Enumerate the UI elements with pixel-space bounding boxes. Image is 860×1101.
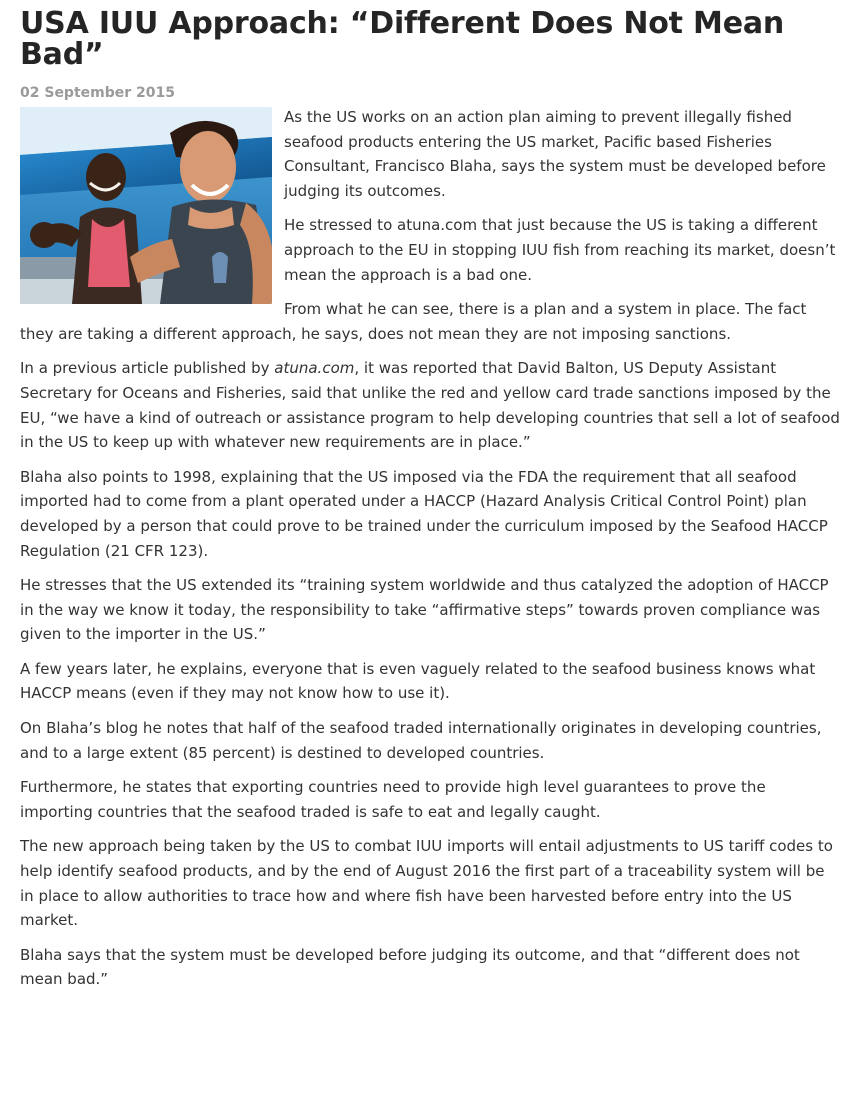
paragraph-intro: As the US works on an action plan aiming to prevent illegally fished seafood products entering the US market, Pacific based Fisheries Consultant, Francisco Blaha, says the system must be developed before judging its outcomes.	[284, 108, 826, 200]
paragraph-few-years-later: A few years later, he explains, everyone that is even vaguely related to the seafood business knows what HACCP means (even if they may not know how to use it).	[20, 659, 816, 703]
article-title: USA IUU Approach: “Different Does Not Mean Bad”	[20, 6, 785, 72]
paragraph-blog: On Blaha’s blog he notes that half of the seafood traded internationally originates in developing countries, and to a large extent (85 percent) is destined to developed countries.	[20, 719, 822, 762]
paragraph-haccp-1998: Blaha also points to 1998, explaining that the US imposed via the FDA the requirement that all seafood imported had to come from a plant operated under a HACCP (Hazard Analysis Critical Control Point) plan developed by a person that could prove to be trained under the curriculum imposed by the Seafood HACCP Regulation (21 CFR 123).	[20, 467, 828, 560]
paragraph-previous-article-rest: , it was reported that David Balton, US Deputy Assistant Secretary for Oceans and Fisheries, said that unlike the red and yellow card trade sanctions imposed by the EU, “we have a kind of outreach or assistance program to help developing countries that sell a lot of seafood in the US to keep up with whatever new requirements are in place.”	[20, 359, 840, 452]
paragraph-stressed: He stressed to atuna.com that just because the US is taking a different approach to the EU in stopping IUU fish from reaching its market, doesn’t mean the approach is a bad one.	[284, 216, 836, 284]
paragraph-previous-article	[20, 356, 842, 454]
article	[20, 8, 842, 1002]
paragraph-guarantees: Furthermore, he states that exporting countries need to provide high level guarantees to prove the importing countries that the seafood traded is safe to eat and legally caught.	[20, 778, 766, 821]
paragraph-training-system: He stresses that the US extended its “training system worldwide and thus catalyzed the adoption of HACCP in the way we know it today, the responsibility to take “affirmative steps” towards proven compliance was given to the importer in the US.”	[20, 576, 829, 644]
source-name: atuna.com	[274, 359, 355, 378]
article-date: 02 September 2015	[20, 85, 175, 101]
paragraph-plan-system: From what he can see, there is a plan and a system in place. The fact they are taking a different approach, he says, does not mean they are not imposing sanctions.	[20, 300, 807, 343]
article-photo	[20, 107, 272, 304]
paragraph-conclusion: Blaha says that the system must be developed before judging its outcome, and that “different does not mean bad.”	[20, 945, 800, 989]
paragraph-previous-article-lead: In a previous article published by	[20, 359, 275, 378]
paragraph-new-approach: The new approach being taken by the US to combat IUU imports will entail adjustments to US tariff codes to help identify seafood products, and by the end of August 2016 the first part of a traceability system will be in place to allow authorities to trace how and where fish have been harvested before entry into the US market.	[20, 837, 833, 930]
